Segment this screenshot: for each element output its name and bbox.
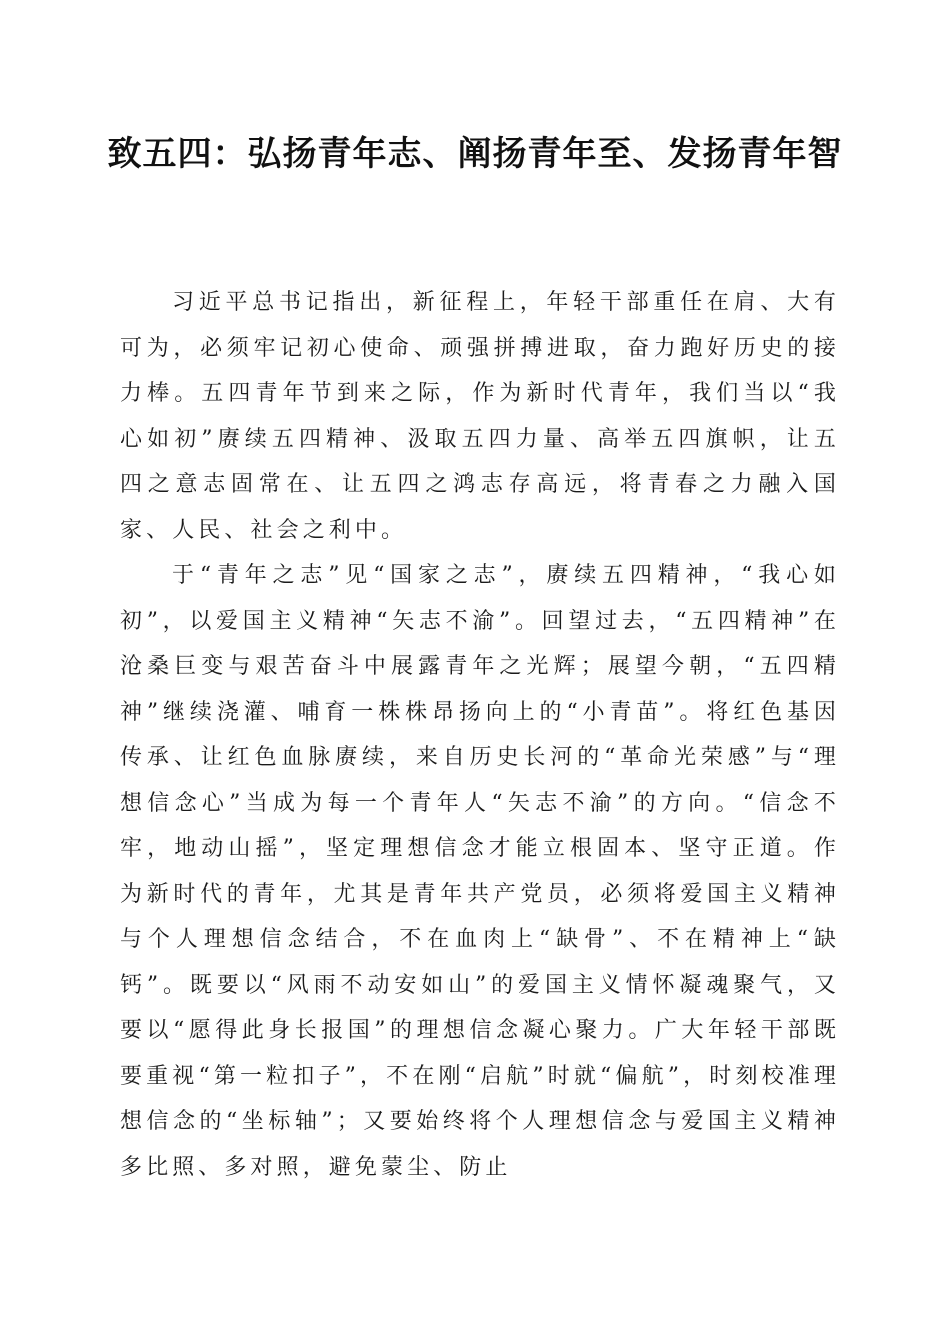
paragraph-intro: 习近平总书记指出，新征程上，年轻干部重任在肩、大有可为，必须牢记初心使命、顽强拼搏进取，奋力跑好历史的接力棒。五四青年节到来之际，作为新时代青年，我们当以“我心如初”赓续五四精神、汲取五四力量、高举五四旗帜，让五四之意志固常在、让五四之鸿志存高远，将青春之力融入国家、人民、社会之利中。 (120, 290, 840, 543)
document-title: 致五四：弘扬青年志、阐扬青年至、发扬青年智 (107, 134, 843, 174)
document-body (120, 280, 840, 1190)
paragraph-youth-ambition: 于“青年之志”见“国家之志”，赓续五四精神，“我心如初”，以爱国主义精神“矢志不渝”。回望过去，“五四精神”在沧桑巨变与艰苦奋斗中展露青年之光辉；展望今朝，“五四精神”继续浇灌、哺育一株株昂扬向上的“小青苗”。将红色基因传承、让红色血脉赓续，来自历史长河的“革命光荣感”与“理想信念心”当成为每一个青年人“矢志不渝”的方向。“信念不牢，地动山摇”，坚定理想信念才能立根固本、坚守正道。作为新时代的青年，尤其是青年共产党员，必须将爱国主义精神与个人理想信念结合，不在血肉上“缺骨”、不在精神上“缺钙”。既要以“风雨不动安如山”的爱国主义情怀凝魂聚气，又要以“愿得此身长报国”的理想信念凝心聚力。广大年轻干部既要重视“第一粒扣子”，不在刚“启航”时就“偏航”，时刻校准理想信念的“坐标轴”；又要始终将个人理想信念与爱国主义精神多比照、多对照，避免蒙尘、防止 (120, 563, 840, 1180)
